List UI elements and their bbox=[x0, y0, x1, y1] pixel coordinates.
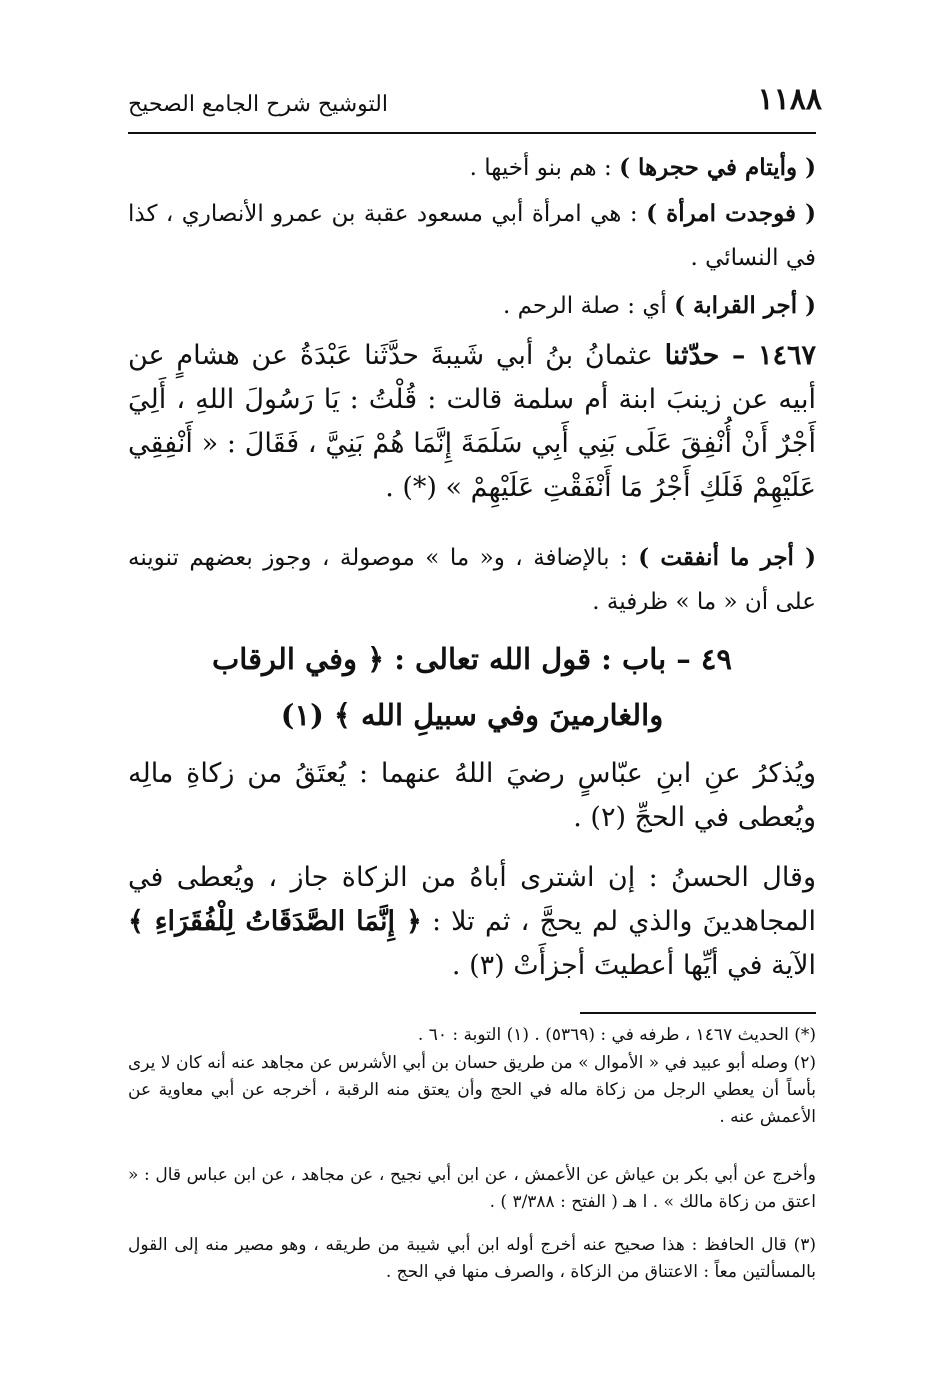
page-number: ١١٨٨ bbox=[757, 82, 822, 117]
header-divider bbox=[128, 132, 816, 134]
text-orphans: : هم بنو أخيها . bbox=[469, 155, 620, 181]
commentary-spent-reward bbox=[128, 536, 816, 624]
text-al-hasan-b: الآية في أيِّها أعطيتَ أجزأَتْ (٣) . bbox=[451, 950, 816, 981]
running-title: التوشيح شرح الجامع الصحيح bbox=[128, 92, 388, 117]
chapter-heading-line1: ٤٩ – باب : قول الله تعالى : ﴿ وفي الرقاب bbox=[211, 642, 733, 676]
term-orphans: ( وأيتام في حجرها ) bbox=[619, 154, 816, 181]
term-found-woman: ( فوجدت امرأة ) bbox=[646, 200, 816, 227]
commentary-kinship-reward bbox=[128, 284, 816, 328]
hadith-1467 bbox=[128, 334, 816, 510]
chapter-heading-line2: والغارمينَ وفي سبيلِ الله ﴾ (١) bbox=[280, 698, 664, 732]
footnote-divider bbox=[580, 1012, 816, 1014]
text-al-hasan-a: وقال الحسنُ : إن اشترى أباهُ من الزكاة جاز ، ويُعطى في المجاهدينَ والذي لم يحجَّ ، ثم تلا : bbox=[128, 862, 816, 937]
footnote-2: (٢) وصله أبو عبيد في « الأموال » من طريق حسان بن أبي الأشرس عن مجاهد عنه أنه كان لا يرى بأساً أن يعطي الرجل من زكاة ماله في الحج وأن يعتق منه الرقبة ، أخرجه عن أبي معاوية عن الأعمش عنه . bbox=[128, 1053, 816, 1127]
term-spent-reward: ( أجر ما أنفقت ) bbox=[638, 544, 816, 571]
footnote-star: (*) الحديث ١٤٦٧ ، طرفه في : (٥٣٦٩) . (١) التوبة : ٦٠ . bbox=[417, 1025, 816, 1045]
footnote-2-continued: وأخرج عن أبي بكر بن عياش عن الأعمش ، عن ابن أبي نجيح ، عن مجاهد ، عن ابن عباس قال : « اعتق من زكاة مالك » . ا هـ ( الفتح : ٣/٣٨٨ ) . bbox=[128, 1165, 816, 1212]
text-ibn-abbas: ويُذكرُ عنِ ابنِ عبّاسٍ رضيَ اللهُ عنهما : يُعتَقُ من زكاةِ مالِه ويُعطى في الحجِّ (٢) . bbox=[128, 758, 816, 833]
text-spent-reward: : بالإضافة ، و« ما » موصولة ، وجوز بعضهم تنوينه على أن « ما » ظرفية . bbox=[128, 545, 816, 615]
quran-verse: ﴿ إِنَّمَا الصَّدَقَاتُ لِلْفُقَرَاءِ ﴾ bbox=[128, 906, 422, 937]
term-kinship-reward: ( أجر القرابة ) bbox=[674, 292, 816, 319]
report-ibn-abbas bbox=[128, 752, 816, 840]
text-found-woman: : هي امرأة أبي مسعود عقبة بن عمرو الأنصاري ، كذا في النسائي . bbox=[128, 201, 816, 271]
hadith-body: عثمانُ بنُ أبي شَيبةَ حدَّثَنا عَبْدَةُ عن هشامٍ عن أبيه عن زينبَ ابنة أم سلمة قالت : قُلْتُ : يَا رَسُولَ اللهِ ، أَلِيَ أَجْرٌ أَنْ أُنْفِقَ عَلَى بَنِي أَبِي سَلَمَةَ إِنَّمَا هُمْ بَنِيَّ ، فَقَالَ : « أَنْفِقِي عَلَيْهِمْ فَلَكِ أَجْرُ مَا أَنْفَقْتِ عَلَيْهِمْ » (*) . bbox=[128, 340, 816, 503]
commentary-found-woman bbox=[128, 192, 816, 280]
commentary-orphans bbox=[128, 146, 816, 190]
hadith-number: ١٤٦٧ – حدّثنا bbox=[664, 340, 816, 371]
report-al-hasan bbox=[128, 856, 816, 988]
footnote-3: (٣) قال الحافظ : هذا صحيح عنه أخرج أوله ابن أبي شيبة من طريقه ، وهو مصير منه إلى القول بالمسألتين معاً : الاعتناق من الزكاة ، والصرف منها في الحج . bbox=[128, 1235, 816, 1282]
text-kinship-reward: أي : صلة الرحم . bbox=[502, 293, 675, 319]
